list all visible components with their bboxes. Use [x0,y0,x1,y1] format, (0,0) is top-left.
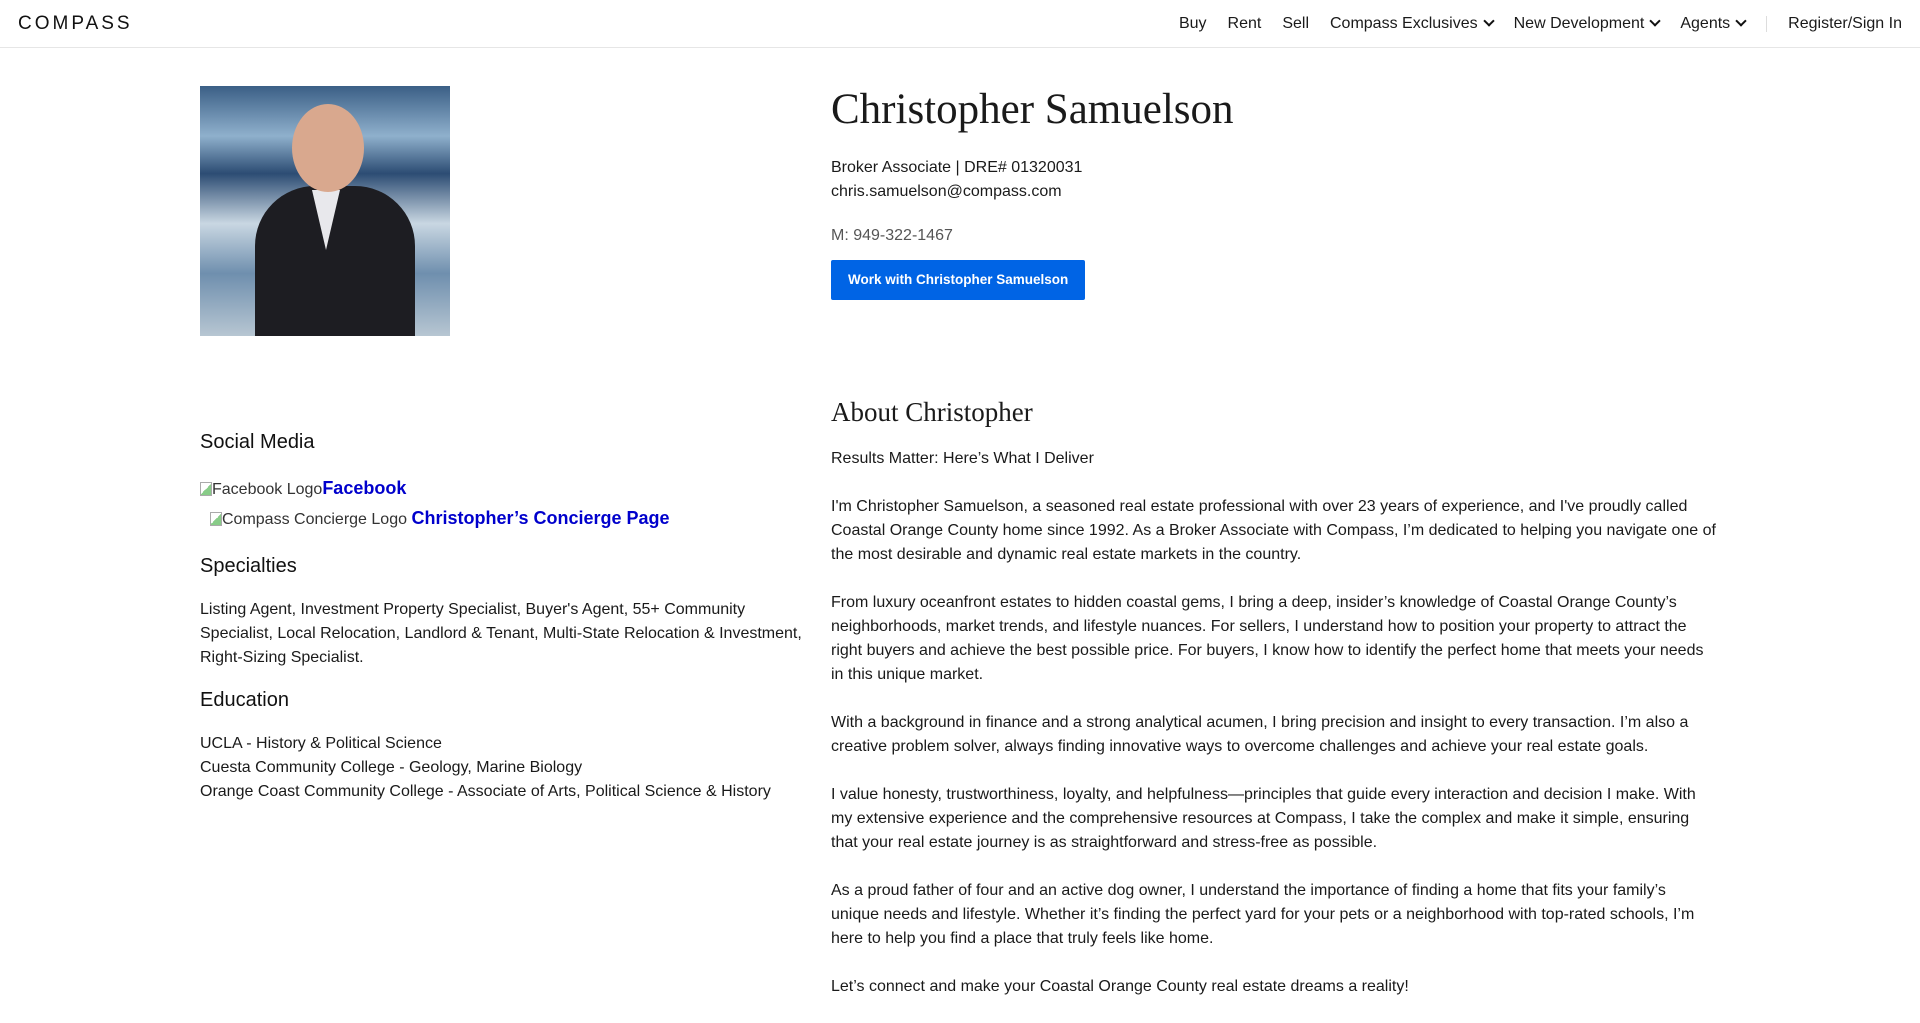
concierge-page-link[interactable]: Christopher’s Concierge Page [411,508,670,528]
nav-label: Buy [1178,14,1207,32]
about-section [831,394,1716,1023]
nav-label: Sell [1282,14,1309,32]
nav-label: Agents [1680,14,1731,32]
education-heading: Education [200,689,289,711]
nav-new-development[interactable] [1514,15,1660,33]
education-item: UCLA - History & Political Science [200,735,442,752]
nav-menu [1179,15,1902,33]
about-paragraph: With a background in finance and a strong analytical acumen, I bring precision and insight to every transaction. I’m also a creative problem solver, always finding innovative ways to overcome challenges and achieve your real estate goals. [831,714,1689,755]
register-signin-link[interactable]: Register/Sign In [1788,14,1902,32]
nav-rent[interactable] [1228,15,1262,33]
concierge-logo-alt: Compass Concierge Logo [222,511,407,528]
nav-sell[interactable] [1282,15,1309,33]
about-heading: About Christopher [831,397,1033,427]
broken-image-icon [200,482,212,496]
agent-info [831,86,1711,300]
nav-agents[interactable] [1680,15,1745,33]
facebook-logo-alt: Facebook Logo [212,481,323,498]
about-paragraph: As a proud father of four and an active dog owner, I understand the importance of finding a home that fits your family’s unique needs and lifestyle. Whether it’s finding the perfect yard for your pets or a neighborhood with top-rated schools, I’m here to help you find a place that truly feels like home. [831,882,1695,947]
about-paragraph: Results Matter: Here’s What I Deliver [831,450,1094,467]
social-links [200,474,810,534]
agent-phone[interactable]: M: 949-322-1467 [831,227,953,244]
specialties-heading: Specialties [200,555,297,577]
work-with-agent-button[interactable]: Work with Christopher Samuelson [831,260,1085,300]
chevron-down-icon [1735,15,1746,26]
facebook-link[interactable]: Facebook [322,478,407,498]
agent-photo [200,86,450,336]
about-paragraph: Let’s connect and make your Coastal Orange County real estate dreams a reality! [831,978,1409,995]
specialties-text: Listing Agent, Investment Property Specialist, Buyer's Agent, 55+ Community Specialist, Local Relocation, Landlord & Tenant, Multi-State Relocation & Investment, Right-Sizing Specialist. [200,601,802,666]
nav-divider [1766,16,1767,32]
agent-title: Broker Associate | DRE# 01320031 [831,159,1083,176]
nav-label: New Development [1513,14,1645,32]
nav-compass-exclusives[interactable] [1330,15,1493,33]
about-paragraph: From luxury oceanfront estates to hidden coastal gems, I bring a deep, insider’s knowledge of Coastal Orange County’s neighborhoods, market trends, and lifestyle nuances. For sellers, I understand how to position your property to attract the right buyers and achieve the best possible price. For buyers, I know how to identify the perfect home that meets your needs in this unique market. [831,594,1704,683]
broken-image-icon [210,512,222,526]
nav-buy[interactable] [1179,15,1207,33]
agent-email[interactable]: chris.samuelson@compass.com [831,183,1062,200]
education-item: Orange Coast Community College - Associate of Arts, Political Science & History [200,783,771,800]
compass-logo[interactable]: COMPASS [18,12,133,34]
nav-label: Rent [1227,14,1262,32]
top-nav [0,0,1920,48]
chevron-down-icon [1650,15,1661,26]
photo-head [292,104,364,192]
left-column [200,428,810,804]
about-paragraph: I'm Christopher Samuelson, a seasoned real estate professional with over 23 years of experience, and I've proudly called Coastal Orange County home since 1992. As a Broker Associate with Compass, I’m dedicated to helping you navigate one of the most desirable and dynamic real estate markets in the country. [831,498,1716,563]
social-media-heading: Social Media [200,431,315,453]
education-item: Cuesta Community College - Geology, Marine Biology [200,759,583,776]
about-paragraph: I value honesty, trustworthiness, loyalty, and helpfulness—principles that guide every interaction and decision I make. With my extensive experience and the comprehensive resources at Compass, I take the complex and make it simple, ensuring that your real estate journey is as straightforward and stress-free as possible. [831,786,1696,851]
chevron-down-icon [1483,15,1494,26]
nav-label: Compass Exclusives [1330,14,1478,32]
agent-name: Christopher Samuelson [831,86,1234,133]
